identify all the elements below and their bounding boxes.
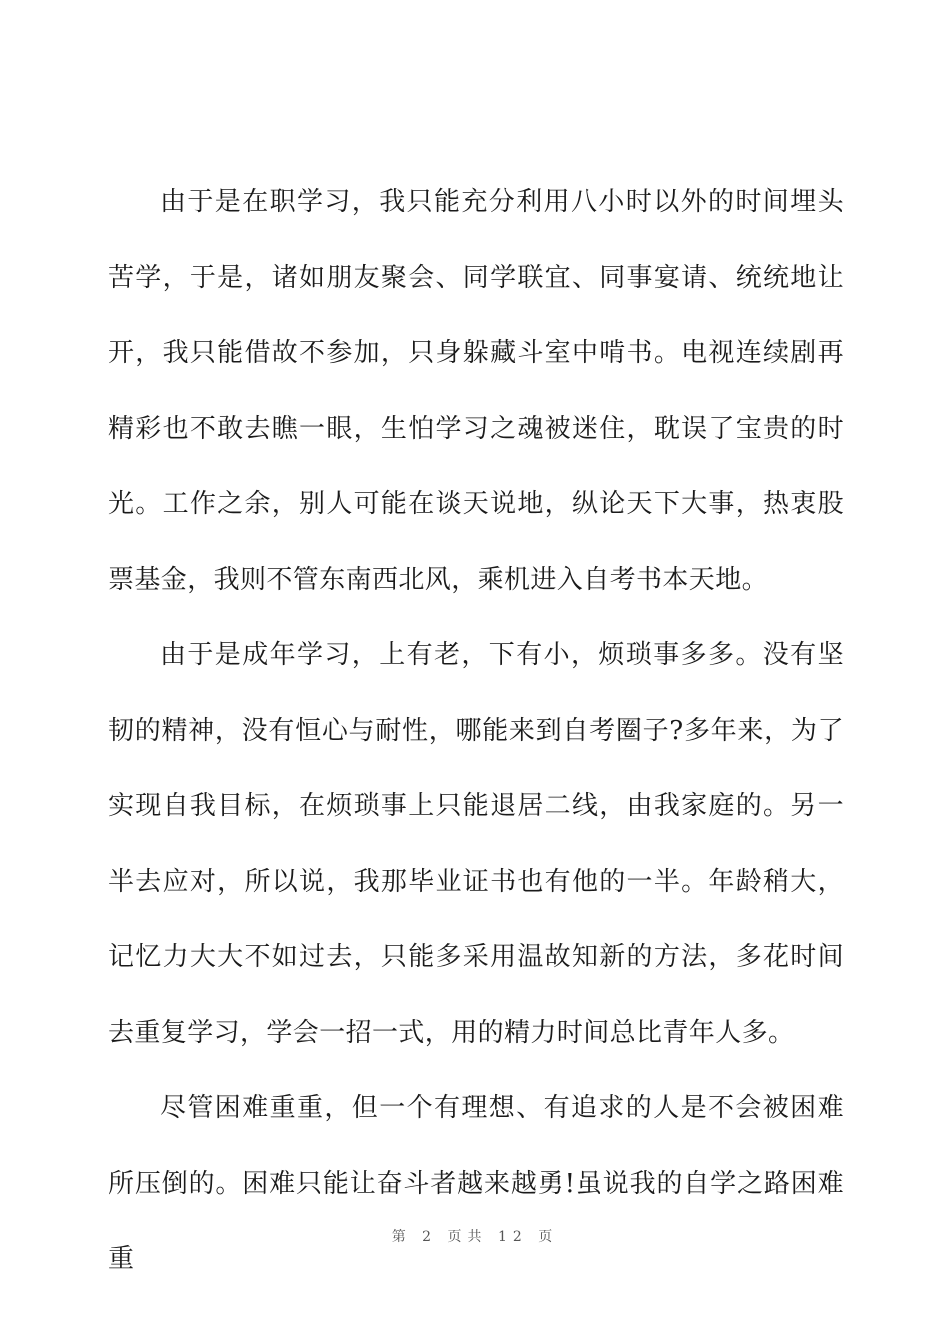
paragraph-2: 由于是成年学习，上有老，下有小，烦琐事多多。没有坚韧的精神，没有恒心与耐性，哪能来到自考圈子?多年来，为了实现自我目标，在烦琐事上只能退居二线，由我家庭的。另一半去应对，所以说，我那毕业证书也有他的一半。年龄稍大，记忆力大大不如过去，只能多采用温故知新的方法，多花时间去重复学习，学会一招一式，用的精力时间总比青年人多。 [108,640,844,1048]
document-body [108,165,844,1298]
page-number-footer: 第 2 页共 12 页 [391,1229,559,1245]
paragraph-1: 由于是在职学习，我只能充分利用八小时以外的时间埋头苦学，于是，诸如朋友聚会、同学联宜、同事宴请、统统地让开，我只能借故不参加，只身躲藏斗室中啃书。电视连续剧再精彩也不敢去瞧一眼，生怕学习之魂被迷住，耽误了宝贵的时光。工作之余，别人可能在谈天说地，纵论天下大事，热衷股票基金，我则不管东南西北风，乘机进入自考书本天地。 [108,187,844,595]
paragraph-3: 尽管困难重重，但一个有理想、有追求的人是不会被困难所压倒的。困难只能让奋斗者越来越勇!虽说我的自学之路困难重 [108,1093,844,1274]
